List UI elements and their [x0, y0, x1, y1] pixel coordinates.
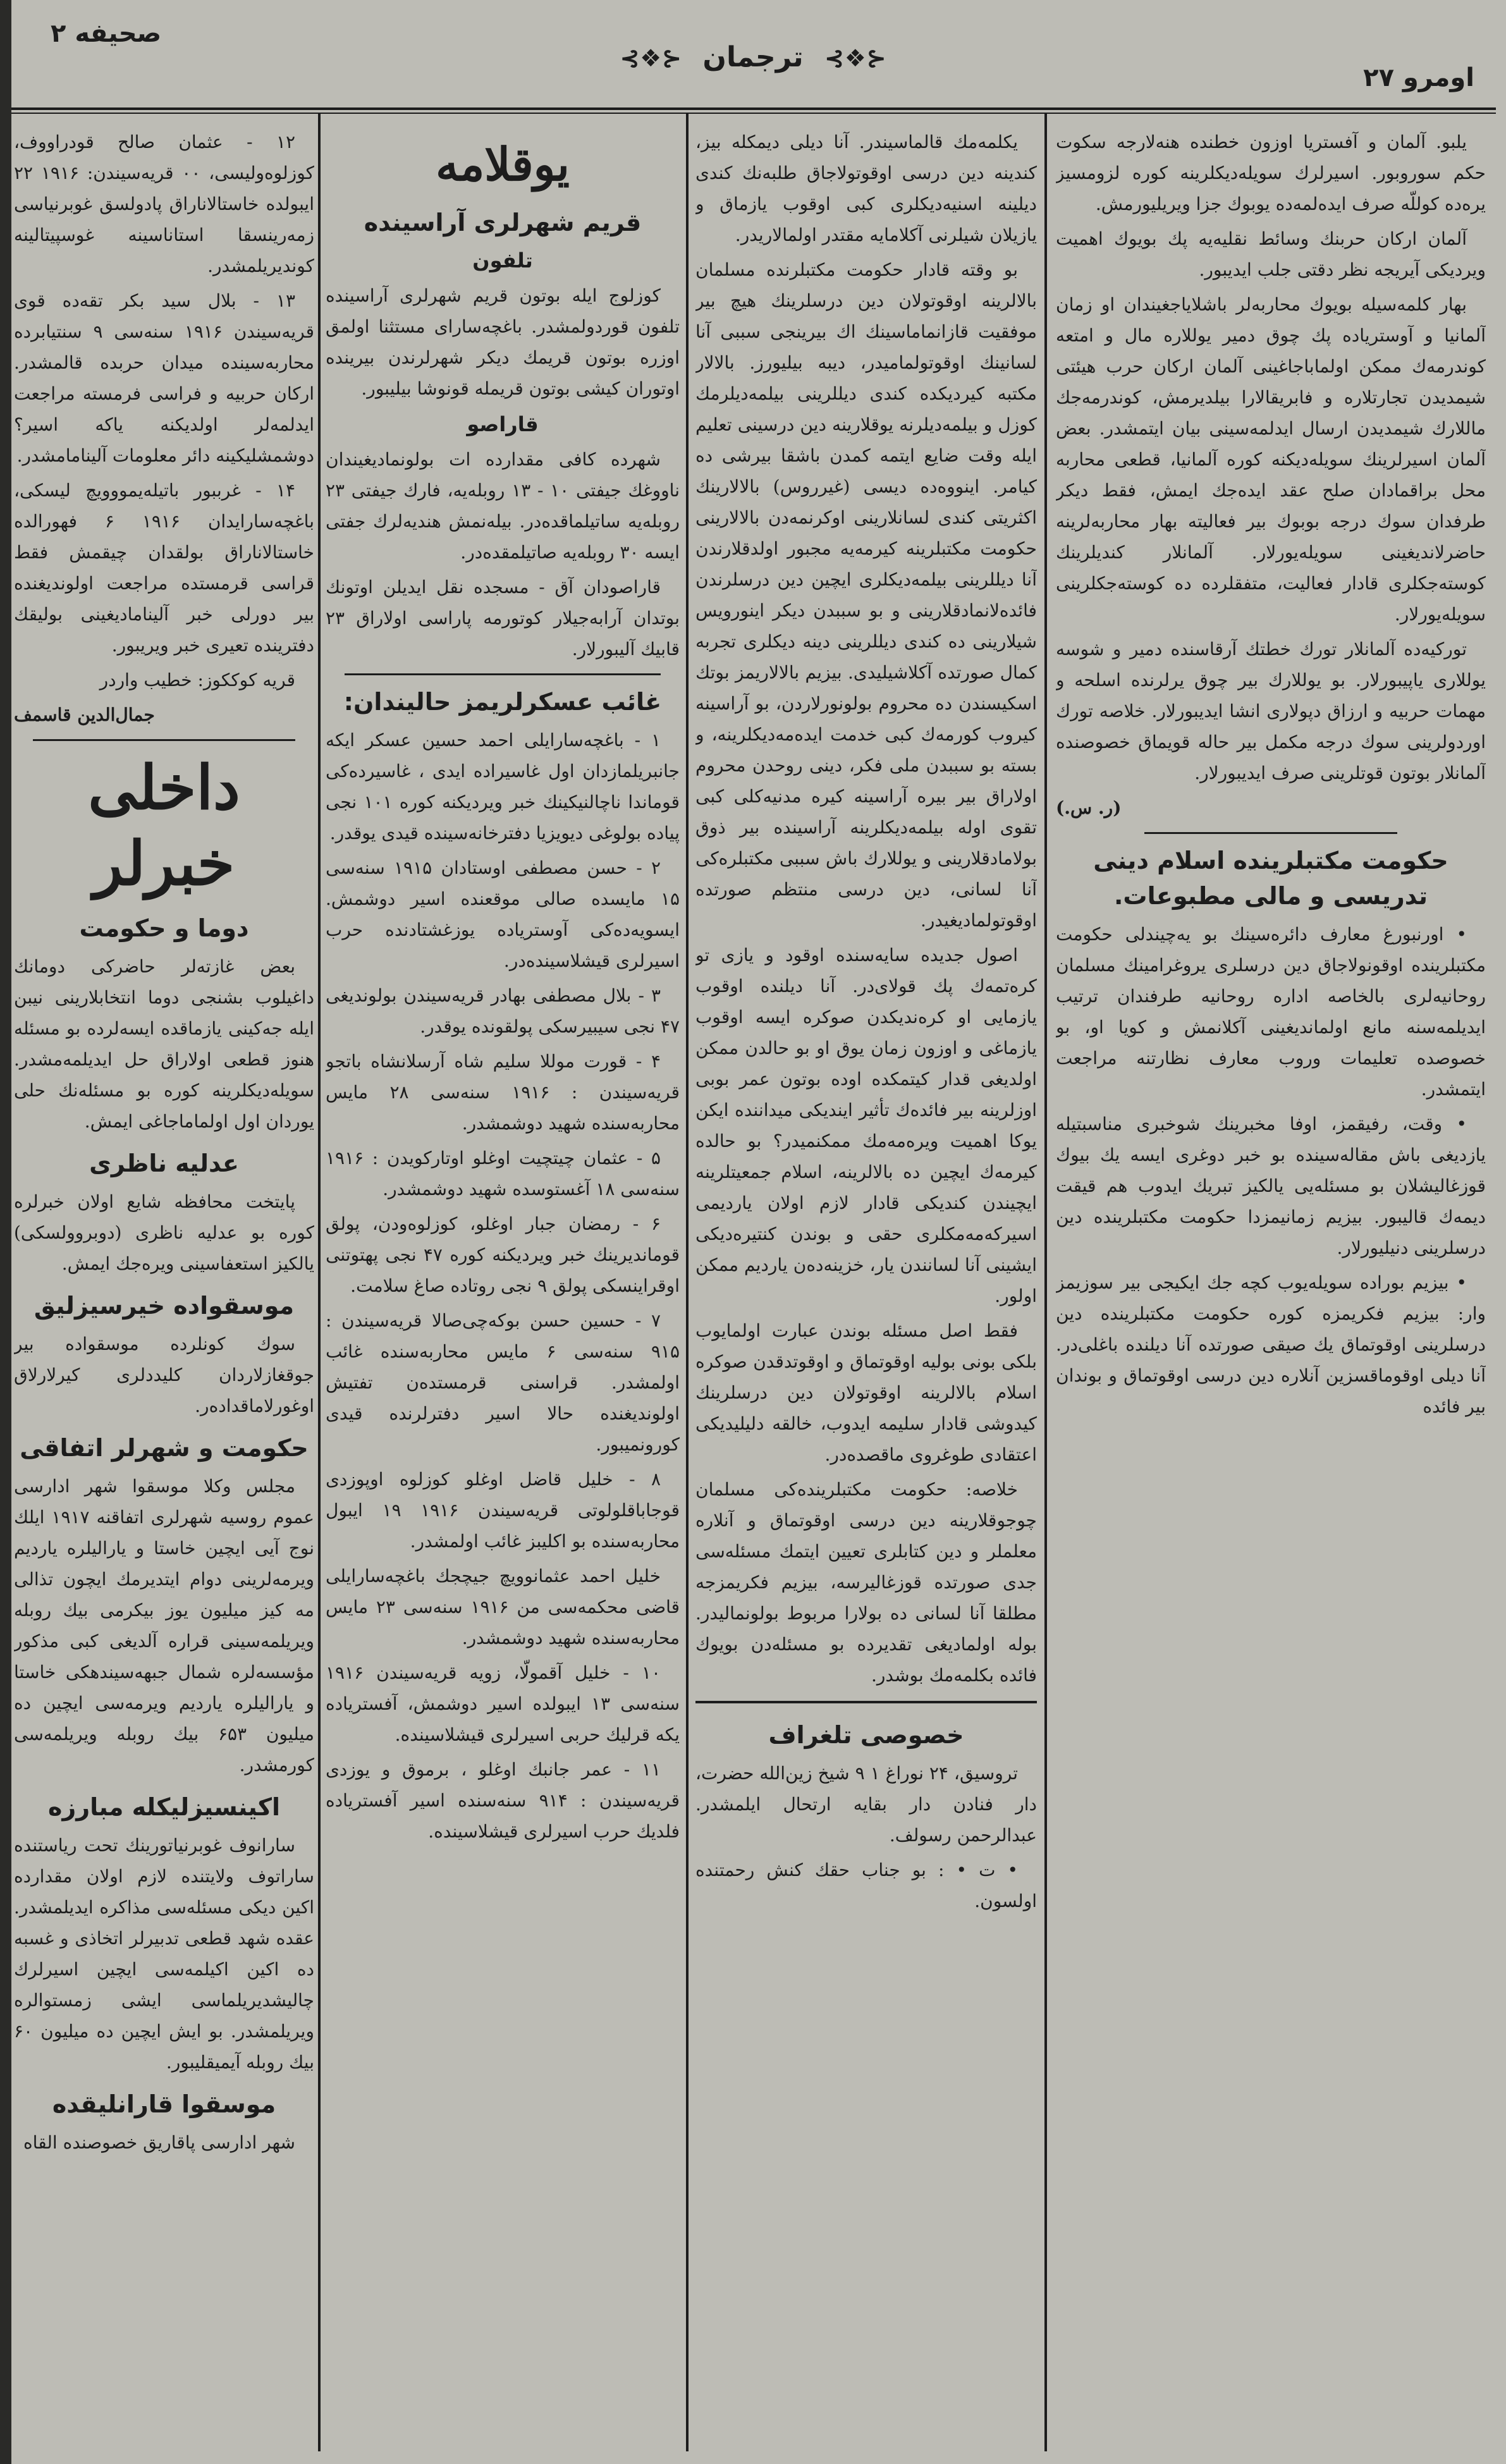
- article-paragraph: یکلمه‌مك قالماسیندر. آنا دیلی دیمکله بیز، کندینه دین درسی اوقوتولاجاق طلبه‌نك کندی دیلینه اسنیه‌دیکلری کبی اوقوب یازماق و یازیلان شیلرنی آکلامایه مقتدر اولمالاریدر.: [695, 132, 1037, 245]
- article-headline: حکومت و شهرلر اتفاقی: [20, 1434, 309, 1462]
- header-rule-thin: [11, 113, 1496, 114]
- article-paragraph: قاراصودان آق - مسجده نقل ایدیلن اوتونك بوتدان آرابه‌جیلار کوتورمه پاراسی اولاراق ۲۳ قابیك آلیبورلار.: [326, 577, 680, 659]
- list-item: ۵ - عثمان چیتچیت اوغلو اوتارکویدن : ۱۹۱۶ سنه‌سی ۱۸ آغستوسده شهید دوشمشدر.: [326, 1148, 680, 1199]
- column-divider: [686, 114, 689, 2451]
- column-2: [695, 126, 1037, 2445]
- paper-title: ترجمان: [702, 41, 804, 73]
- section-masthead: داخلی خبرلر: [88, 752, 240, 899]
- ornament-icon: ⊰❖⊱: [824, 44, 886, 72]
- paper-name: [25, 41, 1481, 73]
- list-item: ۱۲ - عثمان صالح قودراووف، کوزلوه‌ولیسی، ۰۰ قریه‌سیندن: ۱۹۱۶ ۲۲ ایبولده خاستالاناراق پادولسق غوبرنیاسی زمه‌رینسقا استاناسینه غوسپیتالینه کوندیریلمشدر.: [14, 132, 314, 276]
- telegraph-headline: خصوصی تلغراف: [768, 1721, 964, 1749]
- list-item: ۲ - حسن مصطفی اوستادان ۱۹۱۵ سنه‌سی ۱۵ مایسده صالی موقعنده اسیر دوشمش. ایسویه‌ده‌کی آوستریاده یوزغشتادنده حرب اسیرلری قیشلاسینده‌در.: [326, 857, 680, 971]
- article-subheading: تلفون: [472, 248, 533, 273]
- header-rule: [11, 107, 1496, 110]
- section-masthead: یوقلامه: [436, 137, 570, 191]
- article-paragraph: سوك کونلرده موسقواده بیر جوقغازلاردان کلیددلری کیرلارلاق اوغورلاماقداده‌ر.: [14, 1333, 314, 1416]
- column-divider: [318, 114, 321, 2451]
- article-headline: قریم شهرلری آراسینده: [364, 209, 642, 236]
- article-headline: اکینسیزلیکله مبارزه: [47, 1793, 281, 1821]
- list-item: ۸ - خلیل قاضل اوغلو کوزلوه اوپوزدی قوجاباقلولوتی قریه‌سیندن ۱۹۱۶ ۱۹ ایبول محاربه‌سنده بو اکلیبز غائب اولمشدر.: [326, 1469, 680, 1552]
- list-item: ۷ - حسین حسن بوکه‌چی‌صالا قریه‌سیندن : ۹۱۵ سنه‌سی ۶ مایس محاربه‌سنده غائب اولمشدر. قراسنی قرمستده‌ن تفتیش اولوندیغنده حالا اسیر دفترلرنده قیدی کورونمیبور.: [326, 1310, 680, 1455]
- article-paragraph: یلبو. آلمان و آفستریا اوزون خطنده هنه‌لارجه سکوت حکم سوروبور. اسیرلرك سویله‌دیکلرینه کوره لزومسیز یره‌ده کوللّه صرف ایده‌لمه‌ده یوبوك جزا ویریلیورمش.: [1056, 132, 1486, 214]
- section-divider: [345, 673, 661, 675]
- article-paragraph: اصول جدیده سایه‌سنده اوقود و یازی تو کره‌تمه‌ك پك قولای‌در. آنا دیلنده اوقوب یازمایی او کره‌ندیکدن صوکره ایسه اوقوب یازماغی و اوزون زمان یوق او بو حالدن ممکن اولدیغی قدار کیتمکده اوده بوتون عمر بوبی اوزلرینه بیر فائده‌ك تأثیر ایندیکی میداننده ایکن یوکا اهمیت ویره‌مه‌مك ممکنمیدر؟ بو حالده کیرمه‌ك ایچین ده بالالرینه، اسلام جمعیتلرینه ایچیندن کندیکی قادار لازم اولان یاردیمی اسیرکه‌مه‌مکلری حقی و بوندن کنتیره‌دیکی ایشینی آنا لسانندن یار، خزینه‌ده‌ن یاردیم ممکن اولور.: [695, 945, 1037, 1306]
- article-headline: عدلیه ناظری: [89, 1149, 239, 1177]
- page-number: صحیفه ۲: [51, 19, 162, 48]
- list-item: ۱۱ - عمر جانبك اوغلو ، برموق و یوزدی قریه‌سیندن : ۹۱۴ سنه‌سنده اسیر آفستریاده فلدیك حرب اسیرلری قیشلاسینده.: [326, 1759, 680, 1842]
- article-paragraph: بو وقته قادار حکومت مکتبلرنده مسلمان بالالرینه اوقوتولان دین درسلرینك هیچ بیر موفقیت قازانماماسینك اك بیرینجی سببی آنا لسانینك اوقوتولمامیدر، دیبه بیلیورز. بالالار مکتبه کیردیکده کندی دیللرینی بیلمه‌دیلرمك کوزل و بیلمه‌دیلرنه یوقلارینه دین درسینی تعلیم ایله وقت ضایع ایتمه کمدن باشقا بیرشی ده کیامر. اینووه‌ده دیسی (غیرروس) بالالارینك اکثریتی کندی لسانلارینی اوکرنمه‌دن بالالارینی حکومت مکتبلرینه کیرمه‌یه مجبور اولدقلارندن آنا دیللرینی بیلمه‌دیکلری ایچین دین درسلرندن فائده‌لانمادقلارینی و بو سببدن دیکر اینورویس شیلارینی ده کندی دیللرینی دینه دیکلری تجربه کمال صورتده آکلاشیلیدی. بیزیم بالالاریمز بوتك اسکیسندن ده محروم بولونورلاردن، بو آراسینه کیروب کورمه‌ك کبی خدمت ایده‌مه‌دیکلرینه، و بسته بو سببدن ملی فکر، دینی روحدن محروم اولاراق بیر بیره آراسینه کیره مدنیه‌کلی کبی تقوی اوله بیلمه‌دیکلرینه آراسینده بیر ذوق بولامادقلارینی و یوللارك باش سببی مکتبلره‌کی آنا لسانی، دین درسی منتظم صورتده اوقوتولمادیغیدر.: [695, 259, 1037, 931]
- ornament-icon: ⊰❖⊱: [620, 44, 682, 72]
- telegraph-paragraph: • ت • : بو جناب حقك کنش رحمتنده اولسون.: [695, 1860, 1037, 1911]
- article-headline: حکومت مکتبلرینده اسلام دینی تدریسی و مالی مطبوعات.: [1093, 847, 1448, 910]
- column-1: [1056, 126, 1486, 2445]
- article-paragraph: مجلس وکلا موسقوا شهر ادارسی عموم روسیه شهرلری اتفاقنه ۱۹۱۷ ایلك نوج آیی ایچین خاستا و یارالیلره یاردیم ویرمه‌لرینی دوام ایتدیرمك ایچون تذالی مه کیز میلیون یوز بیکرمی بیك روبله ویریلمه‌سینی قراره آلدیغی کبی مذکور مؤسسه‌لره شمال جبهه‌سیندهکی خاستا و یارالیلره یاردیم ویرمه‌سی ایچین ده میلیون ۶۵۳ بیك روبله ویریلمه‌سی کورمشدر.: [14, 1476, 314, 1775]
- list-item: ۳ - بلال مصطفی بهادر قریه‌سیندن بولوندیغی ۴۷ نجی سیبیرسکی پولقونده یوقدر.: [326, 985, 680, 1037]
- article-paragraph: پایتخت محافظه شایع اولان خبرلره کوره بو عدلیه ناظری (دوبروولسکی) یالکیز استعفاسینی ویره‌جك ایمش.: [14, 1191, 314, 1274]
- article-paragraph: خلاصه: حکومت مکتبلرینده‌کی مسلمان چوجوقلارینه دین درسی اوقوتماق و آنلاره معلملر و دین کتابلری تعیین ایتمك مسئله‌سی جدی صورتده قوزغالیرسه، بیزیم فکریمزجه مطلقا آنا لسانی ده بولارا مربوط بولونمالیدر. بوله اولمادیغی تقدیرده بو مسئله‌دن بویوك فائده بکلمه‌مك بوشدر.: [695, 1479, 1037, 1686]
- article-paragraph: کوزلوج ایله بوتون قریم شهرلری آراسینده تلفون قوردولمشدر. باغچه‌سارای مستثنا اولمق اوزره بوتون قریمك دیکر شهرلرندن بیرینده اوتوران کیشی بوتون قریمله قونوشا بیلیبور.: [326, 285, 680, 399]
- list-item: ۱۰ - خلیل آقمولّا، زویه قریه‌سیندن ۱۹۱۶ سنه‌سی ۱۳ ایبولده اسیر دوشمش، آفستریاده یکه قرلیك حربی اسیرلری قیشلاسینده.: [326, 1662, 680, 1745]
- list-item: ۶ - رمضان جبار اوغلو، کوزلوه‌ودن، پولق قوماندیرینك خبر ویردیکنه کوره ۴۷ نجی پهتوتنی اوقراینسکی پولق ۹ نجی روتاده صاغ سلامت.: [326, 1213, 680, 1296]
- article-signature: جمال‌الدین قاسمف: [14, 704, 155, 725]
- article-paragraph: • بیزیم بوراده سویله‌یوب کچه جك ایکیجی بیر سوزیمز وار: بیزیم فکریمزه کوره حکومت مکتبلرینده دین درسلرینی اوقوتماق یك صیقی صورتده آنا دیلنده باغلی‌در. آنا دیلی اوقوماقسزین آنلاره دین درسی اوقوتماق و بوندان بیر فائده: [1056, 1272, 1486, 1417]
- article-paragraph: فقط اصل مسئله بوندن عبارت اولمایوب بلکی بونی بولیه اوقوتماق و اوقوتدقدن صوکره اسلام بالالرینه اوقوتولان دین درسلرینك کیدوشی قادار سلیمه ایدوب، خالقه دلیلیدیکی اعتقادی طوغروی ماقصده‌در.: [695, 1320, 1037, 1465]
- column-divider: [1044, 114, 1047, 2451]
- issue-number: اومرو ۲۷: [1363, 63, 1474, 92]
- article-headline: موسقوا قارانلیقده: [52, 2090, 276, 2118]
- binding-gutter: [0, 0, 11, 2464]
- article-paragraph: سارانوف غوبرنیاتورینك تحت ریاستنده ساراتوف ولایتنده لازم اولان مقدارده اکین دیکی مسئله‌سی مذاکره ایدیلمشدر. عقده شهد قطعی تدبیرلر اتخاذی و غسبه ده اکین اکیلمه‌سی ایچین اسیرلرك چالیشدیریلماسی ایشی زمستوالره ویریلمشدر. بو ایش ایچین ده میلیون ۶۰ بیك روبله آیمیقلیبور.: [14, 1835, 314, 2073]
- article-paragraph: قریه کوککوز: خطیب واردر: [99, 670, 295, 690]
- column-3: [326, 126, 680, 2445]
- article-headline: موسقواده خیرسیزلیق: [34, 1292, 295, 1320]
- article-paragraph: آلمان ارکان حربنك وسائط نقلیه‌یه پك بویوك اهمیت ویردیکی آیریجه نظر دقتی جلب ایدیبور.: [1056, 228, 1486, 280]
- article-paragraph: شهر ادارسی پاقاریق خصوصنده القاه: [23, 2132, 295, 2153]
- telegraph-section: [695, 1701, 1037, 1916]
- list-item: ۱ - باغچه‌سارایلی احمد حسین عسکر ایکه جانبریلمازدان اول غاسیراده ایدی ، غاسیرده‌کی قوماندا ناچالنیکینك خبر ویردیکنه کوره ۱۰۱ نجی پیاده بولوغی دیویزیا دفترخانه‌سینده قیدی یوقدر.: [326, 730, 680, 843]
- article-paragraph: • اورنبورغ معارف دائره‌سینك بو یه‌چیندلی حکومت مکتبلرینده اوقونولاجاق دین درسلری یروغرامینك مسلمان روحانیه‌لری بالخاصه اداره روحانیه طرفندان ترتیب ایدیلمه‌سنه مانع اولماندیغینی آکلانمش و کویا او، بو خصوصده تعلیمات وروب معارف نظارتنه مراجعت ایتمشدر.: [1056, 924, 1486, 1100]
- list-item: ۱۴ - غرببور باتیله‌یمووویچ لیسکی، باغچه‌سارایدان ۱۹۱۶ ۶ فهورالده خاستالاناراق بولقدان چیقمش فقط قراسی قرمستده مراجعت اولوندیغنده بیر دورلی خبر آلینامادیغینی بولیقك دفترینده تعیری خبر ویریبور.: [14, 480, 314, 656]
- article-paragraph: بهار کلمه‌سیله بویوك محاربه‌لر باشلایاجغیندان او زمان آلمانیا و آوستریاده پك چوق دمیر یوللاره مال و امتعه کوندرمه‌ك ممکن اولماباجاغینی آلمان ارکان حرب هیئتی شیمدیدن تجارتلاره و فابریقالارا بیلدیرمش، کوندرمه‌جك ماللارك شیمدیدن ارسال ایدلمه‌سینی بیان ایتمشدر. بعض آلمان اسیرلرینك سویله‌دیکنه کوره آلمانیا، قطعی محاربه محل براقمادان صلح عقد ایده‌جك ایمش، فقط دیکر طرفدان سوك درجه بوبوك بیر فعالیته بهار محاربه‌لرینه حاضرلاندیغینی سویله‌یورلار. آلمانلار کندیلرینك کوسته‌جکلری قادار فعالیت، متفقلرده ده کوسته‌جکلرینی سویله‌یورلار.: [1056, 294, 1486, 625]
- article-paragraph: تورکیه‌ده آلمانلار تورك خطتك آرقاسنده دمیر و شوسه یوللاری یاپیبورلار. بو یوللارك بیر چوق یرلرنده اسلحه و مهمات حربیه و ارزاق دپولاری انشا ایدیبورلار. خلاصه تورك اوردولرینی سوك درجه مکمل بیر حاله قویماق خصوصنده آلمانلار بوتون قوتلرینی صرف ایدیبورلار.: [1056, 639, 1486, 783]
- section-divider: [1144, 832, 1397, 834]
- article-headline: غائب عسکرلریمز حالیندان:: [343, 688, 662, 716]
- telegraph-paragraph: تروسیق، ۲۴ نوراغ ۱ ۹ شیخ زین‌الله حضرت، دار فنادن دار بقایه ارتحال ایلمشدر. عبدالرحمن رسولف.: [695, 1763, 1037, 1846]
- page-header: [25, 19, 1481, 92]
- article-signature: (ر. س.): [1056, 797, 1122, 818]
- list-item: ۴ - قورت موللا سلیم شاه آرسلانشاه باتجو قریه‌سیندن : ۱۹۱۶ سنه‌سی ۲۸ مایس محاربه‌سنده شهید دوشمشدر.: [326, 1051, 680, 1134]
- article-paragraph: بعض غازته‌لر حاضرکی دومانك داغیلوب بشنجی دوما انتخابلارینی نیبن ایله جه‌کینی یازماقده ایسه‌لرده بو مسئله هنوز قطعی اولاراق حل ایدیلمه‌مشدر. سویله‌دیکلرینه کوره بو مسئله‌نك حلی یوردان اول اولماماجاغی ایمش.: [14, 956, 314, 1132]
- column-4: [14, 126, 314, 2445]
- list-item: ۱۳ - بلال سید بکر تقه‌ده قوی قریه‌سیندن ۱۹۱۶ سنه‌سی ۹ سنتیابرده محاربه‌سینده میدان حربده قالمشدر. ارکان حربیه و فراسی فرمسته مراجعت ایدلمه‌لر اولدیکنه یاکه اسیر؟ دوشمشلیکینه دائر معلومات آلینامامشدر.: [14, 290, 314, 466]
- article-paragraph: • وقت، رفیقمز، اوفا مخبرینك شوخبری مناسبتیله یازدیغی باش مقاله‌سینده بو خبر دوغری ایسه یك بیوك قوزغالیشلان بو مسئله‌یی یالکیز تبریك ایدوب هم قیقت دیمه‌ك قالیبور. بیزیم زمانیمزدا حکومت مکتبلرینده دین درسلرینی دنیلیورلار.: [1056, 1113, 1486, 1258]
- list-item: خلیل احمد عثمانوویچ جیچجك باغچه‌سارایلی قاضی محکمه‌سی من ۱۹۱۶ سنه‌سی ۲۳ مایس محاربه‌سنده شهید دوشمشدر.: [326, 1566, 680, 1648]
- article-subheading: قاراصو: [467, 412, 539, 436]
- section-divider: [33, 739, 295, 741]
- article-paragraph: شهرده کافی مقدارده ات بولونمادیغیندان ناووغك جیفتی ۱۰ - ۱۳ روبله‌یه، فارك جیفتی ۲۳ روبله‌یه ساتیلماقده‌در. بیله‌نمش هندیه‌لرك جفتی ایسه ۳۰ روبله‌یه صاتیلمقده‌در.: [326, 449, 680, 563]
- article-headline: دوما و حکومت: [79, 914, 249, 942]
